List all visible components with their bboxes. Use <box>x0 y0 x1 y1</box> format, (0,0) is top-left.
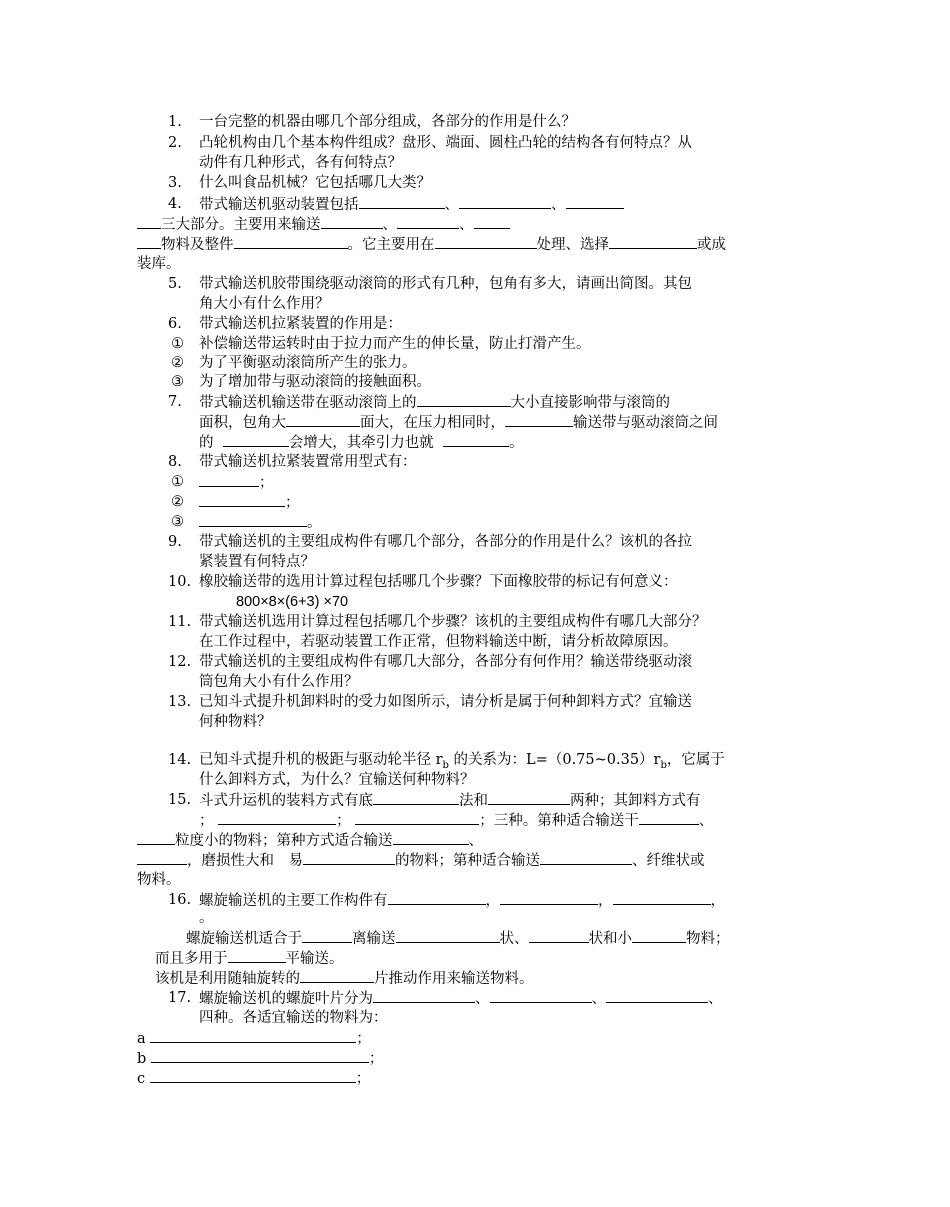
q11-line1: 带式输送机选用计算过程包括哪几个步骤？该机的主要组成构件有哪几大部分？ <box>199 614 707 630</box>
q14-line1: 已知斗式提升机的极距与驱动轮半径 $r_b$ 的关系为：$L=(0.75\sim 0.35)r_b$，它属于 <box>199 752 725 771</box>
q7-line2: 面积，包角大 面大，在压力相同时， 输送带与驱动滚筒之间 <box>199 412 718 433</box>
q13-number: 13. <box>168 694 192 710</box>
q15-blank-6[interactable] <box>137 830 175 845</box>
q7-line3: 的 会增大，其牵引力也就 。 <box>199 432 523 453</box>
q16-blank-5[interactable] <box>396 928 500 943</box>
q15-blank-4[interactable] <box>355 810 479 825</box>
q4-blank-6[interactable] <box>397 214 459 229</box>
q16-blank-6[interactable] <box>529 928 589 943</box>
q15-line5: 物料。 <box>137 872 181 888</box>
q4-blank-1[interactable] <box>359 194 445 209</box>
q2-line2: 动件有几种形式，各有何特点？ <box>199 155 402 171</box>
q8-item2-mark: ② <box>171 494 184 510</box>
q7-blank-2[interactable] <box>286 412 360 427</box>
q11-number: 11. <box>168 614 192 630</box>
q8-item2: ； <box>199 492 300 513</box>
q15-blank-8[interactable] <box>137 850 187 865</box>
q4-blank-8[interactable] <box>137 234 161 249</box>
q17-line2: 四种。各适宜输送的物料为： <box>199 1010 388 1026</box>
q5-line1: 带式输送机胶带围绕驱动滚筒的形式有几种，包角有多大，请画出简图。其包 <box>199 276 692 292</box>
q16-number: 16. <box>168 892 192 908</box>
q16-blank-8[interactable] <box>228 948 286 963</box>
q16-line3: 螺旋输送机适合于 离输送 状、 状和小 物料； <box>186 928 730 949</box>
q4-blank-9[interactable] <box>234 234 348 249</box>
q8-item1: ； <box>199 472 274 493</box>
q7-number: 7. <box>168 394 182 410</box>
q15-blank-7[interactable] <box>393 830 469 845</box>
q5-number: 5. <box>168 276 182 292</box>
q7-blank-4[interactable] <box>223 432 289 447</box>
q17-blank-1[interactable] <box>373 988 475 1003</box>
q17-item-b: b ； <box>137 1048 383 1069</box>
q8-blank-1[interactable] <box>199 472 259 487</box>
q6-item1-text: 补偿输送带运转时由于拉力而产生的伸长量，防止打滑产生。 <box>199 336 591 352</box>
q3-text: 什么叫食品机械？它包括哪几大类？ <box>199 175 431 191</box>
q17-blank-c[interactable] <box>150 1068 356 1083</box>
q16-line5: 该机是利用随轴旋转的 片推动作用来输送物料。 <box>155 968 534 989</box>
q4-line4: 装库。 <box>137 256 181 272</box>
q14-line2: 什么卸料方式，为什么？宜输送何种物料？ <box>199 772 475 788</box>
q15-line3: 粒度小的物料；第种方式适合输送 、 <box>137 830 483 851</box>
q4-line3: 物料及整件 。它主要用在 处理、选择 或成 <box>137 234 726 255</box>
q13-line1: 已知斗式提升机卸料时的受力如图所示，请分析是属于何种卸料方式？宜输送 <box>199 694 692 710</box>
q17-item-a: a ； <box>137 1028 371 1049</box>
q16-blank-2[interactable] <box>500 890 598 905</box>
q15-blank-2[interactable] <box>488 790 570 805</box>
q10-number: 10. <box>168 574 192 590</box>
q16-blank-4[interactable] <box>302 928 352 943</box>
q8-blank-3[interactable] <box>199 512 307 527</box>
q4-prompt: 带式输送机驱动装置包括 <box>199 197 359 213</box>
q10-formula: 800×8×(6+3) ×70 <box>236 594 349 610</box>
q4-blank-11[interactable] <box>609 234 697 249</box>
q5-line2: 角大小有什么作用？ <box>199 296 330 312</box>
q8-number: 8. <box>168 454 182 470</box>
q4-blank-2[interactable] <box>459 194 551 209</box>
q9-number: 9. <box>168 534 182 550</box>
q6-item2-text: 为了平衡驱动滚筒所产生的张力。 <box>199 355 417 371</box>
q6-item1-mark: ① <box>171 336 184 352</box>
q7-blank-3[interactable] <box>505 412 573 427</box>
q4-line2: 三大部分。主要用来输送 、 、 <box>137 214 510 235</box>
q7-blank-5[interactable] <box>443 432 509 447</box>
q8-item3: 。 <box>199 512 322 533</box>
q16-line4: 而且多用于 平输送。 <box>155 948 344 969</box>
q2-number: 2. <box>168 135 182 151</box>
q1-number: 1. <box>168 114 182 130</box>
q4-blank-10[interactable] <box>435 234 537 249</box>
q4-line1: 带式输送机驱动装置包括 、 、 <box>199 194 624 215</box>
q15-line1: 斗式升运机的装料方式有底 法和 两种；其卸料方式有 <box>199 790 701 811</box>
q16-line1: 螺旋输送机的主要工作构件有 ， ， ， <box>199 890 725 911</box>
q15-blank-10[interactable] <box>540 850 632 865</box>
q15-number: 15. <box>168 792 192 808</box>
q16-blank-1[interactable] <box>388 890 486 905</box>
q17-line1: 螺旋输送机的螺旋叶片分为 、 、 、 <box>199 988 723 1009</box>
q15-line2: ； ； ；三种。第种适合输送干 、 <box>199 810 713 831</box>
q9-line1: 带式输送机的主要组成构件有哪几个部分，各部分的作用是什么？该机的各拉 <box>199 534 692 550</box>
q10-line1: 橡胶输送带的选用计算过程包括哪几个步骤？下面橡胶带的标记有何意义： <box>199 574 678 590</box>
q16-blank-9[interactable] <box>300 968 374 983</box>
q13-line2: 何种物料？ <box>199 714 272 730</box>
q12-line1: 带式输送机的主要组成构件有哪几大部分，各部分有何作用？输送带绕驱动滚 <box>199 654 692 670</box>
q8-blank-2[interactable] <box>199 492 285 507</box>
q9-line2: 紧装置有何特点？ <box>199 554 315 570</box>
q6-item2-mark: ② <box>171 355 184 371</box>
q16-blank-7[interactable] <box>632 928 686 943</box>
q1-text: 一台完整的机器由哪几个部分组成，各部分的作用是什么？ <box>199 114 576 130</box>
q16-line2: 。 <box>199 910 214 926</box>
q8-item3-mark: ③ <box>171 514 184 530</box>
q17-blank-2[interactable] <box>490 988 592 1003</box>
q17-blank-b[interactable] <box>151 1048 369 1063</box>
q4-number: 4. <box>168 196 182 212</box>
q3-number: 3. <box>168 175 182 191</box>
q15-blank-5[interactable] <box>639 810 699 825</box>
q4-blank-5[interactable] <box>321 214 383 229</box>
q12-number: 12. <box>168 654 192 670</box>
q8-text: 带式输送机拉紧装置常用型式有： <box>199 454 417 470</box>
q15-blank-3[interactable] <box>218 810 336 825</box>
q7-blank-1[interactable] <box>417 392 511 407</box>
q2-line1: 凸轮机构由几个基本构件组成？盘形、端面、圆柱凸轮的结构各有何特点？从 <box>199 135 692 151</box>
q8-item1-mark: ① <box>171 474 184 490</box>
q17-blank-a[interactable] <box>150 1028 356 1043</box>
q7-line1: 带式输送机输送带在驱动滚筒上的 大小直接影响带与滚筒的 <box>199 392 670 413</box>
q6-item3-mark: ③ <box>171 374 184 390</box>
q14-number: 14. <box>168 752 192 768</box>
q17-blank-3[interactable] <box>606 988 708 1003</box>
q15-line4: ，磨损性大和 易 的物料；第种适合输送 、纤维状或 <box>137 850 705 871</box>
q17-number: 17. <box>168 990 192 1006</box>
q16-blank-3[interactable] <box>613 890 711 905</box>
q15-blank-9[interactable] <box>303 850 395 865</box>
q4-blank-3[interactable] <box>566 194 624 209</box>
q15-blank-1[interactable] <box>373 790 459 805</box>
q6-item3-text: 为了增加带与驱动滚筒的接触面积。 <box>199 374 431 390</box>
q17-item-c: c ； <box>137 1068 370 1089</box>
q6-text: 带式输送机拉紧装置的作用是： <box>199 316 402 332</box>
q12-line2: 筒包角大小有什么作用？ <box>199 674 359 690</box>
q4-blank-4[interactable] <box>137 214 161 229</box>
q11-line2: 在工作过程中，若驱动装置工作正常，但物料输送中断，请分析故障原因。 <box>199 634 678 650</box>
q6-number: 6. <box>168 316 182 332</box>
q4-blank-7[interactable] <box>474 214 510 229</box>
